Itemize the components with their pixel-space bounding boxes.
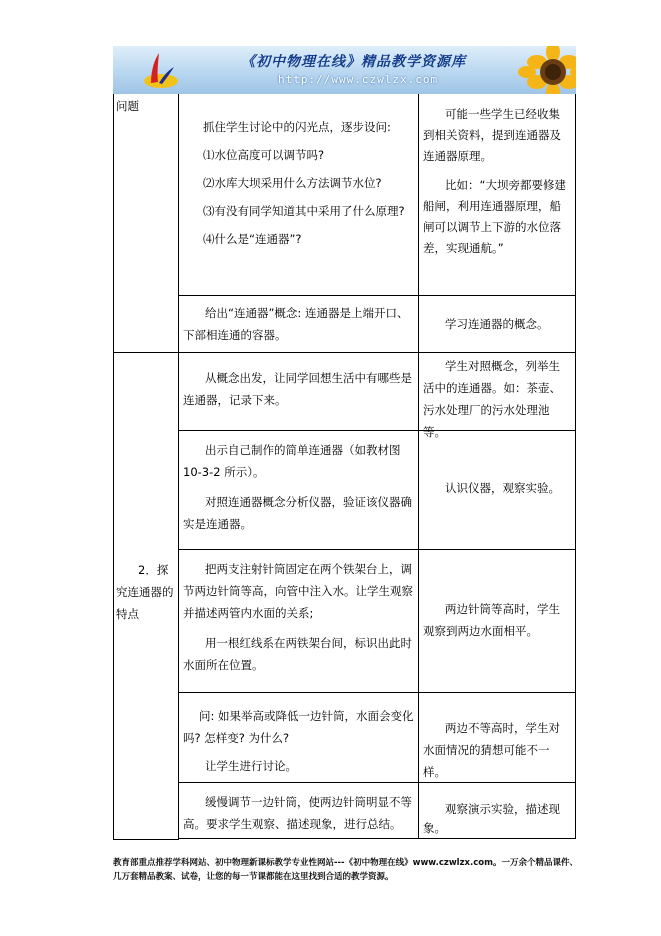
teacher-text: 给出“连通器”概念: 连通器是上端开口、下部相连通的容器。 [183, 306, 409, 342]
teacher-text: ⑷什么是“连通器”? [203, 232, 302, 246]
student-cell [418, 549, 576, 693]
teacher-text: 让学生进行讨论。 [205, 759, 297, 773]
student-text: 两边不等高时，学生对水面情况的猜想可能不一样。 [423, 721, 560, 779]
student-cell [418, 692, 576, 783]
teacher-text: ⑴水位高度可以调节吗? [203, 148, 325, 162]
page-footer: 教育部重点推荐学科网站、初中物理新课标教学专业性网站---《初中物理在线》www.czwlzx.com。一万余个精品课件、几万套精品教案、试卷，让您的每一节课都能在这里找到合适的教学资源。 [113, 858, 578, 882]
header-banner [113, 46, 576, 94]
teacher-cell [178, 430, 419, 550]
student-text: 观察演示实验，描述现象。 [423, 802, 560, 835]
student-cell [418, 94, 576, 296]
teacher-text: 对照连通器概念分析仪器，验证该仪器确实是连通器。 [183, 495, 412, 531]
student-text: 两边针筒等高时，学生观察到两边水面相平。 [423, 602, 560, 638]
student-cell [418, 295, 576, 353]
teacher-cell [178, 549, 419, 693]
student-text: 学生对照概念，列举生活中的连通器。如：茶壶、污水处理厂的污水处理池等。 [423, 359, 561, 439]
student-text: 可能一些学生已经收集到相关资料，提到连通器及连通器原理。 [423, 107, 561, 163]
stage-label: 2．探究连通器的特点 [116, 563, 174, 621]
teacher-cell [178, 295, 419, 353]
teacher-text: 用一根红线系在两铁架台间，标识出此时水面所在位置。 [183, 636, 412, 672]
student-text: 认识仪器，观察实验。 [445, 481, 560, 495]
banner-url[interactable]: http://www.czwlzx.com [278, 73, 439, 86]
stage-cell [113, 94, 179, 353]
student-cell [418, 352, 576, 439]
banner-title: 《初中物理在线》精品教学资源库 [241, 54, 466, 70]
stage-cell [113, 352, 179, 840]
teacher-text: 抓住学生讨论中的闪光点，逐步设问: [203, 120, 391, 134]
stage-label: 问题 [116, 99, 139, 113]
teacher-cell [178, 352, 419, 431]
teacher-text: 把两支注射针筒固定在两个铁架台上，调节两边针筒等高，向管中注入水。让学生观察并描述两管内水面的关系; [183, 562, 413, 620]
student-cell [418, 430, 576, 550]
lesson-table [113, 94, 576, 839]
student-text: 学习连通器的概念。 [445, 317, 549, 331]
sunflower-icon [513, 46, 576, 94]
student-cell [418, 782, 576, 839]
teacher-text: 缓慢调节一边针筒，使两边针筒明显不等高。要求学生观察、描述现象，进行总结。 [183, 795, 412, 831]
teacher-cell [178, 692, 419, 783]
teacher-text: ⑶有没有同学知道其中采用了什么原理? [203, 204, 405, 218]
teacher-cell [178, 94, 419, 296]
teacher-text: ⑵水库大坝采用什么方法调节水位? [203, 176, 382, 190]
teacher-text: 从概念出发，让同学回想生活中有哪些是连通器，记录下来。 [183, 371, 412, 407]
teacher-text: 问: 如果举高或降低一边针筒，水面会变化吗? 怎样变? 为什么? [183, 709, 414, 745]
teacher-text: 出示自己制作的简单连通器（如教材图10-3-2 所示）。 [183, 443, 401, 479]
student-text: 比如：“大坝旁都要修建船闸，利用连通器原理，船闸可以调节上下游的水位落差，实现通航。” [423, 178, 566, 255]
teacher-cell [178, 782, 419, 839]
site-logo-icon [141, 49, 181, 91]
